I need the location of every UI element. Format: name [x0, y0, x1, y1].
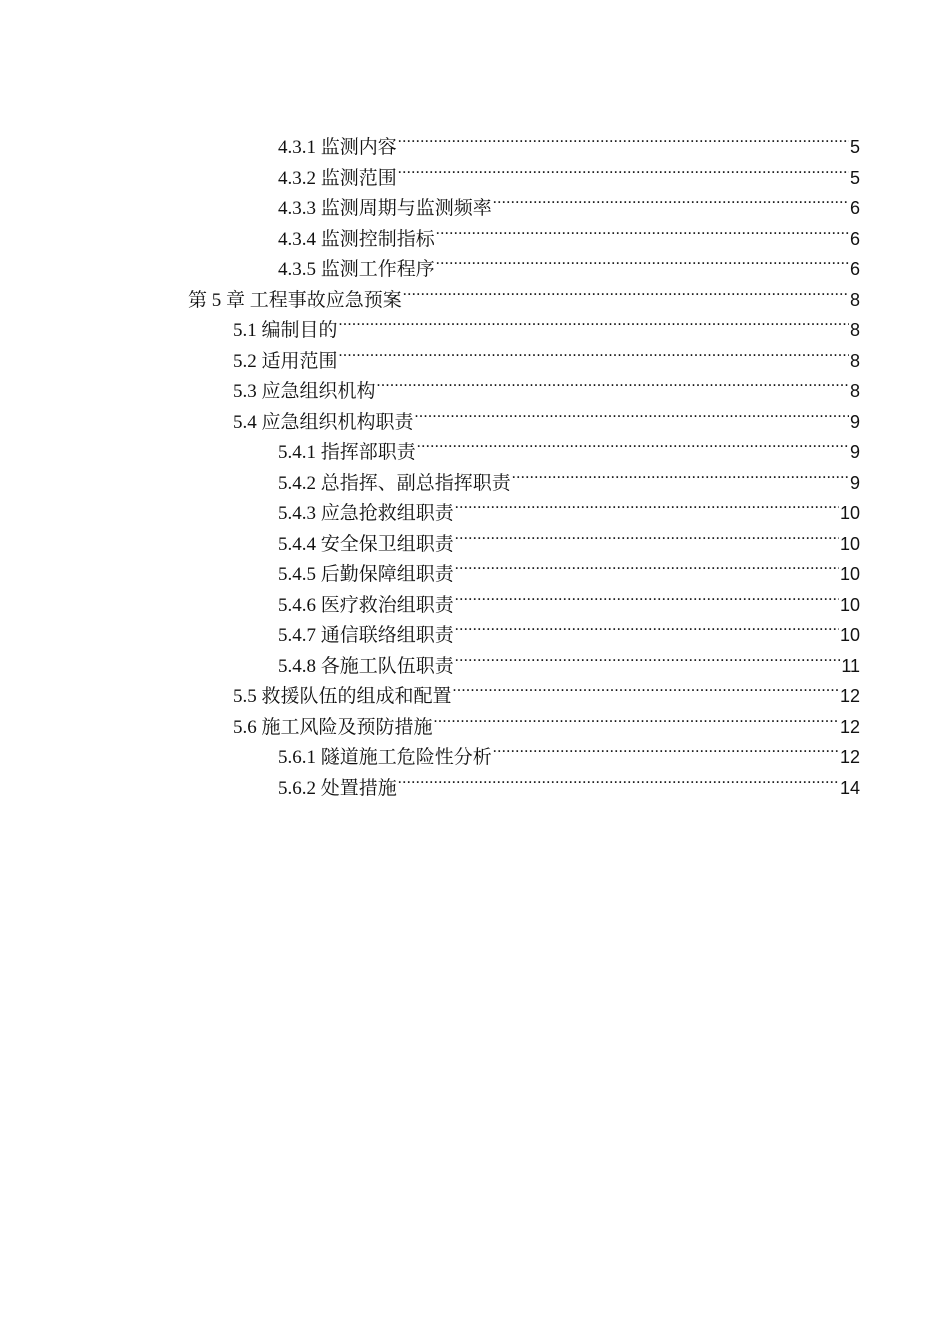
toc-dot-leader [455, 489, 839, 519]
toc-page-number: 6 [849, 259, 860, 279]
toc-dot-leader [434, 703, 839, 733]
toc-page-number: 5 [849, 137, 860, 157]
toc-page-number: 9 [849, 411, 860, 432]
toc-entry[interactable] [278, 459, 860, 494]
toc-entry-title: 4.3.1 监测内容 [278, 137, 397, 158]
toc-entry-title: 5.6.1 隧道施工危险性分析 [278, 747, 492, 768]
toc-chapter-entry[interactable] [188, 276, 860, 311]
toc-entry-title: 5.4.4 安全保卫组职责 [278, 533, 454, 555]
toc-entry[interactable] [278, 123, 860, 158]
toc-entry-title: 5.1 编制目的 [233, 320, 338, 341]
toc-entry-title: 5.4.1 指挥部职责 [278, 442, 416, 463]
toc-entry[interactable] [278, 642, 860, 677]
toc-dot-leader [415, 398, 849, 428]
toc-entry-title: 5.4.7 通信联络组职责 [278, 625, 454, 646]
toc-entry-title: 5.4.5 后勤保障组职责 [278, 564, 454, 585]
toc-dot-leader [455, 642, 841, 672]
toc-entry-title: 5.4 应急组织机构职责 [233, 411, 414, 433]
toc-entry-title: 5.6.2 处置措施 [278, 777, 397, 799]
toc-page-number: 8 [849, 320, 860, 340]
toc-dot-leader [377, 367, 849, 397]
toc-page-number: 12 [839, 716, 860, 737]
toc-page-number: 5 [849, 167, 860, 188]
toc-entry[interactable] [278, 184, 860, 219]
toc-entry[interactable] [233, 398, 860, 433]
toc-page-number: 8 [849, 289, 860, 310]
toc-dot-leader [493, 184, 849, 214]
toc-dot-leader [455, 550, 839, 580]
toc-dot-leader [398, 764, 839, 794]
toc-entry-title: 5.4.3 应急抢救组职责 [278, 503, 454, 524]
toc-dot-leader [512, 459, 849, 489]
toc-page-number: 12 [839, 686, 860, 706]
toc-page-number: 14 [839, 777, 860, 798]
toc-entry[interactable] [233, 337, 860, 372]
toc-dot-leader [398, 123, 849, 153]
toc-page-number: 9 [849, 472, 860, 493]
toc-entry[interactable] [278, 550, 860, 585]
toc-dot-leader [436, 245, 849, 275]
toc-entry-title: 4.3.2 监测范围 [278, 167, 397, 189]
toc-page-number: 6 [849, 228, 860, 249]
toc-entry-title: 5.6 施工风险及预防措施 [233, 716, 433, 738]
toc-dot-leader [436, 215, 849, 245]
toc-entry[interactable] [278, 215, 860, 250]
toc-dot-leader [398, 154, 849, 184]
toc-page-number: 8 [849, 381, 860, 401]
toc-entry[interactable] [278, 764, 860, 799]
toc-entry-title: 4.3.4 监测控制指标 [278, 228, 435, 250]
toc-entry-title: 5.2 适用范围 [233, 350, 338, 372]
toc-page-number: 12 [839, 747, 860, 767]
toc-entry[interactable] [278, 581, 860, 616]
toc-entry[interactable] [278, 428, 860, 463]
toc-entry[interactable] [233, 672, 860, 707]
toc-dot-leader [455, 581, 839, 611]
toc-entry-title: 5.4.6 医疗救治组职责 [278, 594, 454, 616]
toc-entry-title: 5.3 应急组织机构 [233, 381, 376, 402]
toc-dot-leader [455, 611, 839, 641]
toc-dot-leader [453, 672, 839, 702]
toc-entry-title: 4.3.3 监测周期与监测频率 [278, 198, 492, 219]
toc-entry-title: 5.4.2 总指挥、副总指挥职责 [278, 472, 511, 494]
toc-entry[interactable] [278, 733, 860, 768]
toc-page-number: 10 [839, 564, 860, 584]
toc-page-number: 8 [849, 350, 860, 371]
toc-entry[interactable] [233, 703, 860, 738]
toc-page-number: 9 [849, 442, 860, 462]
toc-dot-leader [455, 520, 839, 550]
toc-page-number: 10 [839, 503, 860, 523]
toc-entry-title: 4.3.5 监测工作程序 [278, 259, 435, 280]
toc-entry[interactable] [278, 489, 860, 524]
toc-entry-title: 5.5 救援队伍的组成和配置 [233, 686, 452, 707]
toc-entry-title: 5.4.8 各施工队伍职责 [278, 655, 454, 677]
toc-page-number: 10 [839, 625, 860, 645]
toc-entry[interactable] [233, 306, 860, 341]
toc-dot-leader [339, 337, 849, 367]
toc-dot-leader [417, 428, 849, 458]
toc-dot-leader [339, 306, 849, 336]
toc-entry[interactable] [278, 245, 860, 280]
toc-entry[interactable] [278, 154, 860, 189]
toc-dot-leader [403, 276, 849, 306]
toc-entry[interactable] [233, 367, 860, 402]
toc-entry[interactable] [278, 520, 860, 555]
toc-entry-title: 第 5 章 工程事故应急预案 [188, 289, 402, 311]
toc-dot-leader [493, 733, 839, 763]
toc-page-number: 10 [839, 594, 860, 615]
toc-entry[interactable] [278, 611, 860, 646]
toc-page-number: 6 [849, 198, 860, 218]
toc-page-number: 11 [841, 655, 860, 676]
toc-page-number: 10 [839, 533, 860, 554]
